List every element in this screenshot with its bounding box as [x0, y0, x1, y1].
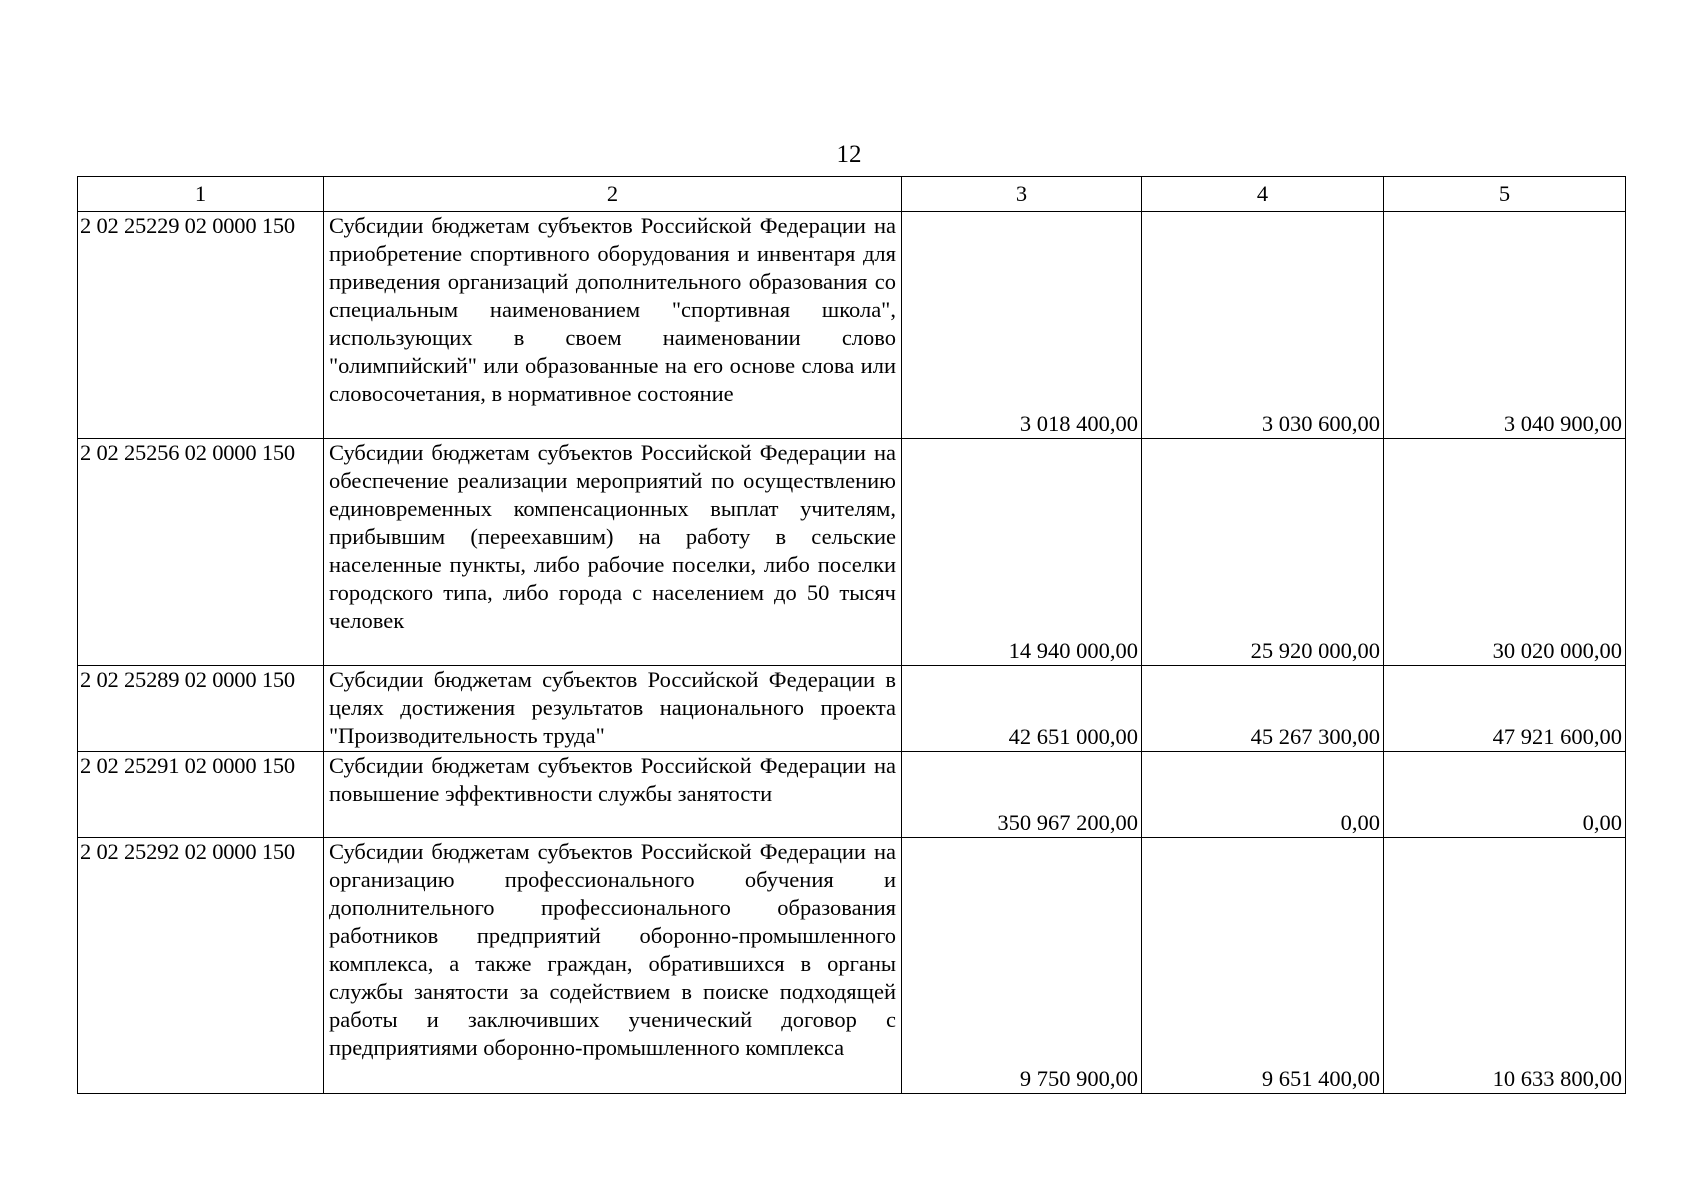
amount-col5-cell: 47 921 600,00: [1384, 666, 1626, 752]
description-cell: Субсидии бюджетам субъектов Российской Федерации на организацию профессионального обучения и дополнительного профессионального образования работников предприятий оборонно-промышленного комплекса, а также граждан, обратившихся в органы службы занятости за содействием в поиске подходящей работы и заключивших ученический договор с предприятиями оборонно-промышленного комплекса: [324, 838, 902, 1094]
page-number: 12: [836, 141, 862, 168]
amount-col4-cell: 0,00: [1142, 752, 1384, 838]
column-header-5: 5: [1384, 177, 1626, 212]
amount-col3-cell: 14 940 000,00: [902, 439, 1142, 666]
budget-code-cell: 2 02 25229 02 0000 150: [78, 212, 324, 439]
description-cell: Субсидии бюджетам субъектов Российской Федерации на повышение эффективности службы занятости: [324, 752, 902, 838]
table-row: [78, 838, 1626, 1094]
budget-code-cell: 2 02 25292 02 0000 150: [78, 838, 324, 1094]
amount-col4-cell: 45 267 300,00: [1142, 666, 1384, 752]
amount-col5-cell: 30 020 000,00: [1384, 439, 1626, 666]
description-cell: Субсидии бюджетам субъектов Российской Федерации на обеспечение реализации мероприятий по осуществлению единовременных компенсационных выплат учителям, прибывшим (переехавшим) на работу в сельские населенные пункты, либо рабочие поселки, либо поселки городского типа, либо города с населением до 50 тысяч человек: [324, 439, 902, 666]
amount-col5-cell: 10 633 800,00: [1384, 838, 1626, 1094]
amount-col3-cell: 42 651 000,00: [902, 666, 1142, 752]
column-header-4: 4: [1142, 177, 1384, 212]
amount-col4-cell: 25 920 000,00: [1142, 439, 1384, 666]
budget-code-cell: 2 02 25291 02 0000 150: [78, 752, 324, 838]
amount-col4-cell: 3 030 600,00: [1142, 212, 1384, 439]
table-row: [78, 212, 1626, 439]
column-header-2: 2: [324, 177, 902, 212]
amount-col5-cell: 3 040 900,00: [1384, 212, 1626, 439]
budget-code-cell: 2 02 25289 02 0000 150: [78, 666, 324, 752]
table-row: [78, 666, 1626, 752]
amount-col3-cell: 3 018 400,00: [902, 212, 1142, 439]
column-header-1: 1: [78, 177, 324, 212]
amount-col3-cell: 9 750 900,00: [902, 838, 1142, 1094]
table-row: [78, 752, 1626, 838]
description-cell: Субсидии бюджетам субъектов Российской Федерации в целях достижения результатов национального проекта "Производительность труда": [324, 666, 902, 752]
column-header-3: 3: [902, 177, 1142, 212]
budget-revenue-table: [77, 176, 1626, 1094]
amount-col4-cell: 9 651 400,00: [1142, 838, 1384, 1094]
budget-code-cell: 2 02 25256 02 0000 150: [78, 439, 324, 666]
amount-col5-cell: 0,00: [1384, 752, 1626, 838]
column-number-row: [78, 177, 1626, 212]
description-cell: Субсидии бюджетам субъектов Российской Федерации на приобретение спортивного оборудования и инвентаря для приведения организаций дополнительного образования со специальным наименованием "спортивная школа", использующих в своем наименовании слово "олимпийский" или образованные на его основе слова или словосочетания, в нормативное состояние: [324, 212, 902, 439]
amount-col3-cell: 350 967 200,00: [902, 752, 1142, 838]
table-row: [78, 439, 1626, 666]
